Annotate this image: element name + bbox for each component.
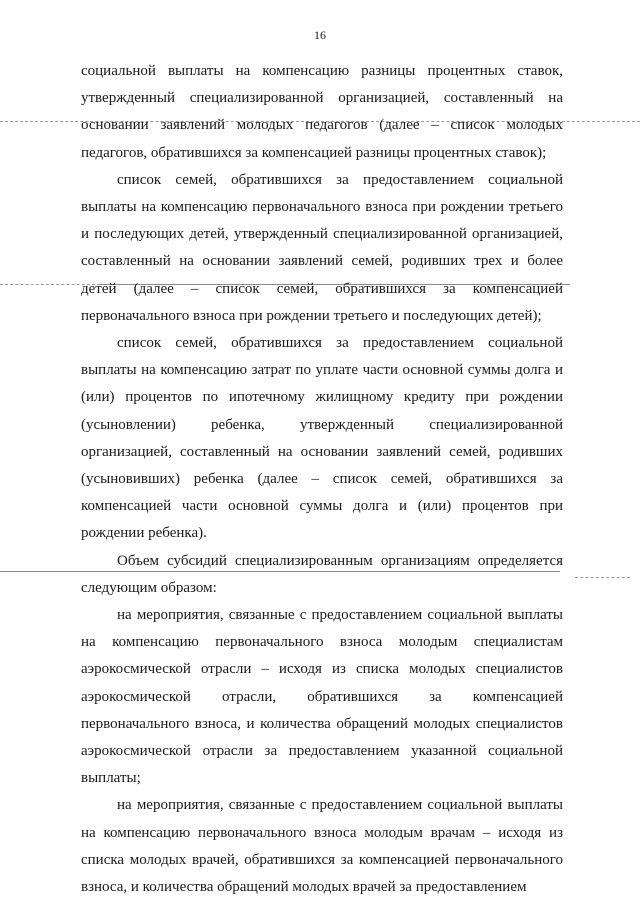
page-number: 16 (314, 28, 326, 42)
document-body (81, 58, 563, 901)
paragraph-continuation: социальной выплаты на компенсацию разницы процентных ставок, утвержденный специализированной организацией, составленный на основании заявлений молодых педагогов (далее – список молодых педагогов, обратившихся за компенсацией разницы процентных ставок); (81, 63, 563, 161)
scan-artifact-line (575, 577, 630, 578)
paragraph: на мероприятия, связанные с предоставлением социальной выплаты на компенсацию первоначального взноса молодым врачам – исходя из списка молодых врачей, обратившихся за компенсацией первоначального взноса, и количества обращений молодых врачей за предоставлением (81, 797, 563, 896)
paragraph: на мероприятия, связанные с предоставлением социальной выплаты на компенсацию первоначального взноса молодым специалистам аэрокосмической отрасли – исходя из списка молодых специалистов аэрокосмической отрасли, обратившихся за компенсацией первоначального взноса, и количества обращений молодых специалистов аэрокосмической отрасли за предоставлением указанной социальной выплаты; (81, 607, 563, 787)
paragraph: Объем субсидий специализированным организациям определяется следующим образом: (81, 552, 563, 596)
paragraph: список семей, обратившихся за предоставлением социальной выплаты на компенсацию первоначального взноса при рождении третьего и последующих детей, утвержденный специализированной организацией, составленный на основании заявлений семей, родивших трех и более детей (далее – список семей, обратившихся за компенсацией первоначального взноса при рождении третьего и последующих детей); (81, 171, 563, 324)
paragraph: список семей, обратившихся за предоставлением социальной выплаты на компенсацию затрат по уплате части основной суммы долга и (или) процентов по ипотечному жилищному кредиту при рождении (усыновлении) ребенка, утвержденный специализированной организацией, составленный на основании заявлений семей, родивших (усыновивших) ребенка (далее – список семей, обратившихся за компенсацией части основной суммы долга и (или) процентов при рождении ребенка). (81, 335, 563, 542)
